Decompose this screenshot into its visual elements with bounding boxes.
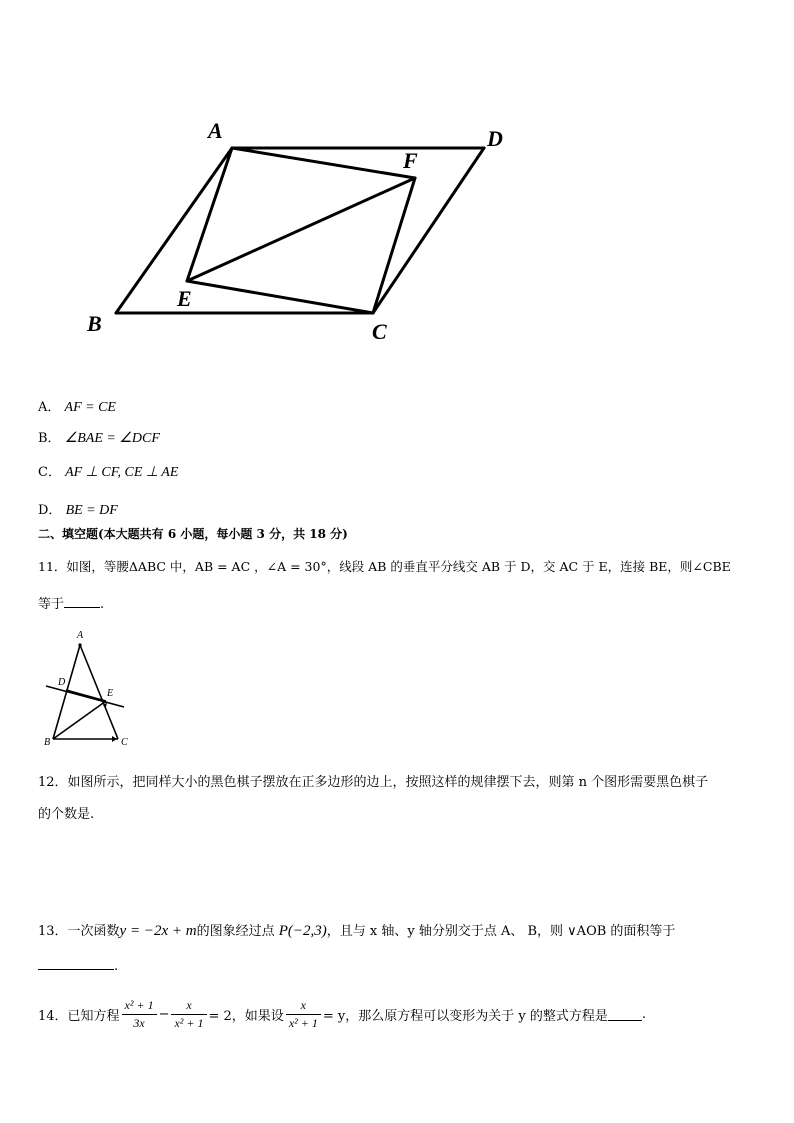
option-letter: B． xyxy=(38,431,61,446)
option-letter: D． xyxy=(38,503,62,518)
segment-AE xyxy=(187,148,232,281)
label-C: C xyxy=(372,319,387,344)
option-letter: A． xyxy=(38,400,61,415)
fraction-numerator: x xyxy=(171,998,206,1015)
q14-end: . xyxy=(641,1006,646,1022)
label-E: E xyxy=(177,286,192,311)
q13-text: 的图象经过点 xyxy=(196,924,275,939)
label-F: F xyxy=(403,148,418,173)
q13-end: . xyxy=(114,959,119,974)
vertex-dot xyxy=(78,643,81,646)
label-A: A xyxy=(208,118,223,143)
segment-EF xyxy=(187,178,415,281)
option-a xyxy=(38,396,116,416)
fraction-denominator: 3x xyxy=(133,1015,145,1030)
q13-line2 xyxy=(38,957,118,974)
q13-prefix: 13．一次函数 xyxy=(38,924,120,939)
label-E: E xyxy=(107,688,114,699)
fraction-numerator: x² + 1 xyxy=(122,998,157,1015)
fraction-denominator: x² + 1 xyxy=(174,1015,204,1030)
q13-line1 xyxy=(38,920,675,940)
label-D: D xyxy=(487,126,503,151)
parallelogram-figure xyxy=(80,115,520,350)
q11-line1: 11．如图，等腰ΔABC 中，AB = AC ，∠A = 30°，线段 AB 的垂直平分线交 AB 于 D，交 AC 于 E，连接 BE，则∠CBE xyxy=(38,559,731,574)
segment-AF xyxy=(232,148,415,178)
q14-line xyxy=(38,990,646,1038)
q12-line1: 12．如图所示，把同样大小的黑色棋子摆放在正多边形的边上，按照这样的规律摆下去，则第 n 个图形需要黑色棋子 xyxy=(38,775,709,790)
q14-prefix: 14．已知方程 xyxy=(38,1008,120,1024)
option-d xyxy=(38,499,118,519)
q14-text: = 2，如果设 xyxy=(208,1008,284,1024)
option-c xyxy=(38,461,178,481)
q13-point: P(−2,3) xyxy=(278,923,327,939)
label-D: D xyxy=(58,677,66,688)
section-heading: 二、填空题(本大题共有 6 小题，每小题 3 分，共 18 分) xyxy=(38,527,348,541)
fraction-2 xyxy=(171,998,206,1031)
option-expression: ∠BAE = ∠DCF xyxy=(64,431,160,446)
label-B: B xyxy=(44,737,51,748)
label-B: B xyxy=(87,311,102,336)
segment-BE xyxy=(53,701,106,739)
answer-blank xyxy=(38,957,114,970)
option-expression: BE = DF xyxy=(65,503,118,518)
q13-function: y = −2x + m xyxy=(119,923,197,939)
option-expression: AF = CE xyxy=(64,400,116,415)
q11-line2 xyxy=(38,593,104,612)
option-expression: AF ⊥ CF, CE ⊥ AE xyxy=(65,465,179,480)
edge-AB xyxy=(116,148,232,313)
fraction-denominator: x² + 1 xyxy=(288,1015,318,1030)
answer-blank xyxy=(64,595,100,608)
minus-sign: − xyxy=(158,1006,170,1022)
q11-end: . xyxy=(100,597,105,612)
arrow-mark xyxy=(112,736,117,742)
fraction-3 xyxy=(286,998,321,1031)
option-letter: C． xyxy=(38,465,61,480)
fraction-1 xyxy=(122,998,157,1031)
fraction-numerator: x xyxy=(286,998,321,1015)
segment-FC xyxy=(373,178,415,313)
label-C: C xyxy=(121,737,128,748)
segment-EC xyxy=(187,281,373,313)
label-A: A xyxy=(77,630,84,641)
q14-text: = y，那么原方程可以变形为关于 y 的整式方程是 xyxy=(322,1008,608,1024)
q11-label: 等于 xyxy=(38,597,65,612)
q12-line2: 的个数是. xyxy=(38,807,95,822)
triangle-figure xyxy=(40,628,135,750)
answer-blank xyxy=(608,1008,642,1021)
q13-text: ，且与 x 轴、y 轴分别交于点 A、 B，则 ∨AOB 的面积等于 xyxy=(326,924,676,939)
option-b xyxy=(38,427,160,447)
